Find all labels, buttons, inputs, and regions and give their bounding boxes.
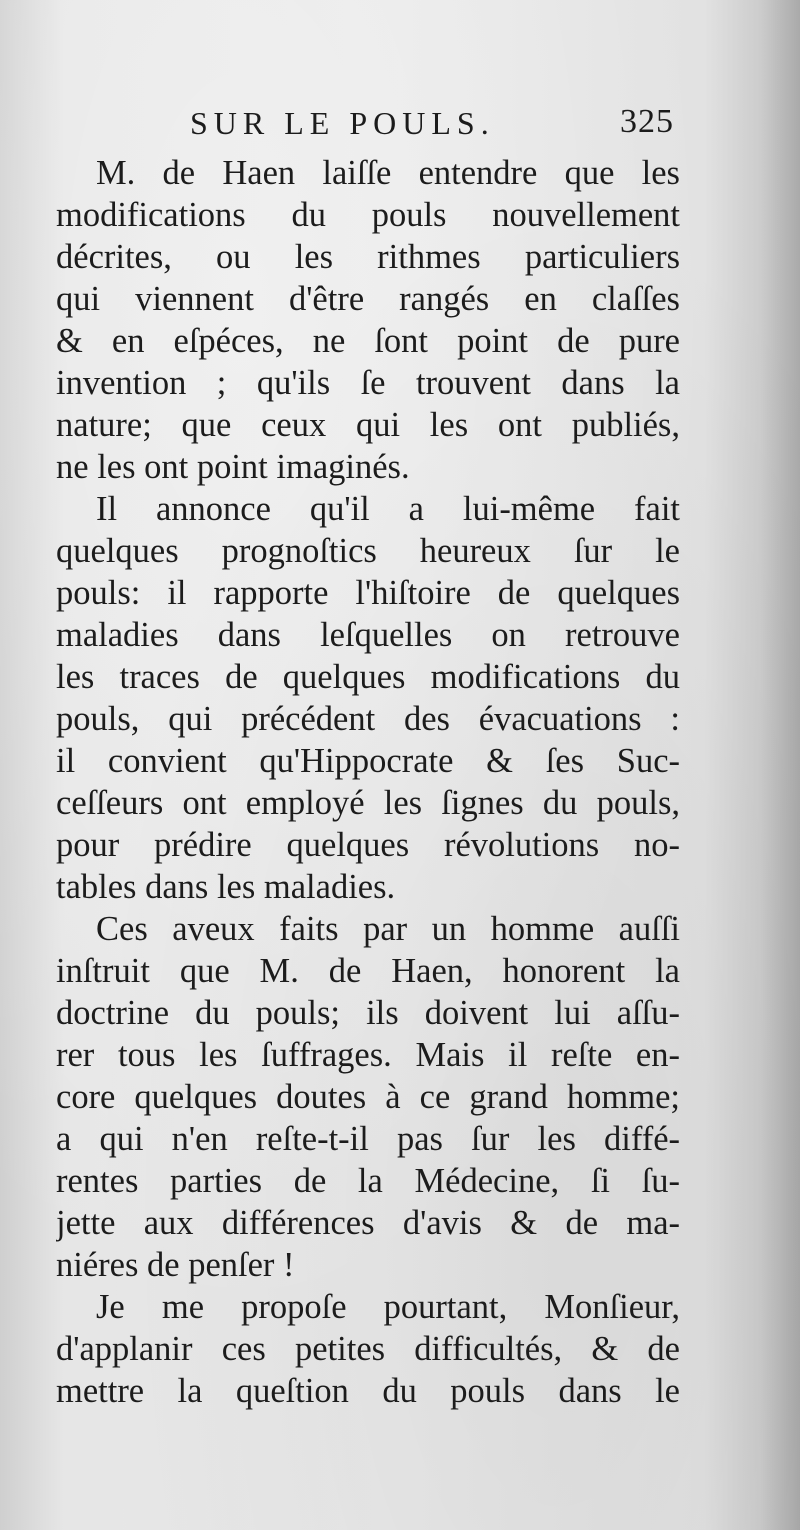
text-line: mettre la queſtion du pouls dans le (56, 1372, 680, 1410)
text-line: inſtruit que M. de Haen, honorent la (56, 952, 680, 990)
text-line: ne les ont point imaginés. (56, 448, 410, 486)
text-line: jette aux différences d'avis & de ma- (56, 1204, 680, 1242)
text-line: pour prédire quelques révolutions no- (56, 826, 680, 864)
text-line: M. de Haen laiſſe entendre que les (96, 154, 680, 192)
text-line: décrites, ou les rithmes particuliers (56, 238, 680, 276)
text-line: modifications du pouls nouvellement (56, 196, 680, 234)
text-line: d'applanir ces petites difficultés, & de (56, 1330, 680, 1368)
body-text (56, 152, 680, 1412)
text-line: core quelques doutes à ce grand homme; (56, 1078, 680, 1116)
text-line: maladies dans leſquelles on retrouve (56, 616, 680, 654)
text-line: a qui n'en reſte-t-il pas ſur les diffé- (56, 1120, 680, 1158)
text-line: Il annonce qu'il a lui-même fait (96, 490, 680, 528)
running-head: SUR LE POULS. (190, 105, 495, 141)
text-line: tables dans les maladies. (56, 868, 396, 906)
text-line: qui viennent d'être rangés en claſſes (56, 280, 680, 318)
text-line: pouls: il rapporte l'hiſtoire de quelques (56, 574, 680, 612)
text-line: nature; que ceux qui les ont publiés, (56, 406, 680, 444)
text-line: quelques prognoſtics heureux ſur le (56, 532, 680, 570)
text-line: pouls, qui précédent des évacuations : (56, 700, 680, 738)
text-line: les traces de quelques modifications du (56, 658, 680, 696)
text-line: Ces aveux faits par un homme auſſi (96, 910, 680, 948)
text-line: ceſſeurs ont employé les ſignes du pouls, (56, 784, 680, 822)
text-line: rer tous les ſuffrages. Mais il reſte en- (56, 1036, 680, 1074)
text-line: niéres de penſer ! (56, 1246, 295, 1284)
text-line: invention ; qu'ils ſe trouvent dans la (56, 364, 680, 402)
text-line: Je me propoſe pourtant, Monſieur, (96, 1288, 680, 1326)
text-line: il convient qu'Hippocrate & ſes Suc- (56, 742, 680, 780)
text-line: rentes parties de la Médecine, ſi ſu- (56, 1162, 680, 1200)
page-number: 325 (620, 103, 674, 140)
page-edge-shadow (760, 0, 800, 1530)
text-line: & en eſpéces, ne ſont point de pure (56, 322, 680, 360)
text-line: doctrine du pouls; ils doivent lui aſſu- (56, 994, 680, 1032)
